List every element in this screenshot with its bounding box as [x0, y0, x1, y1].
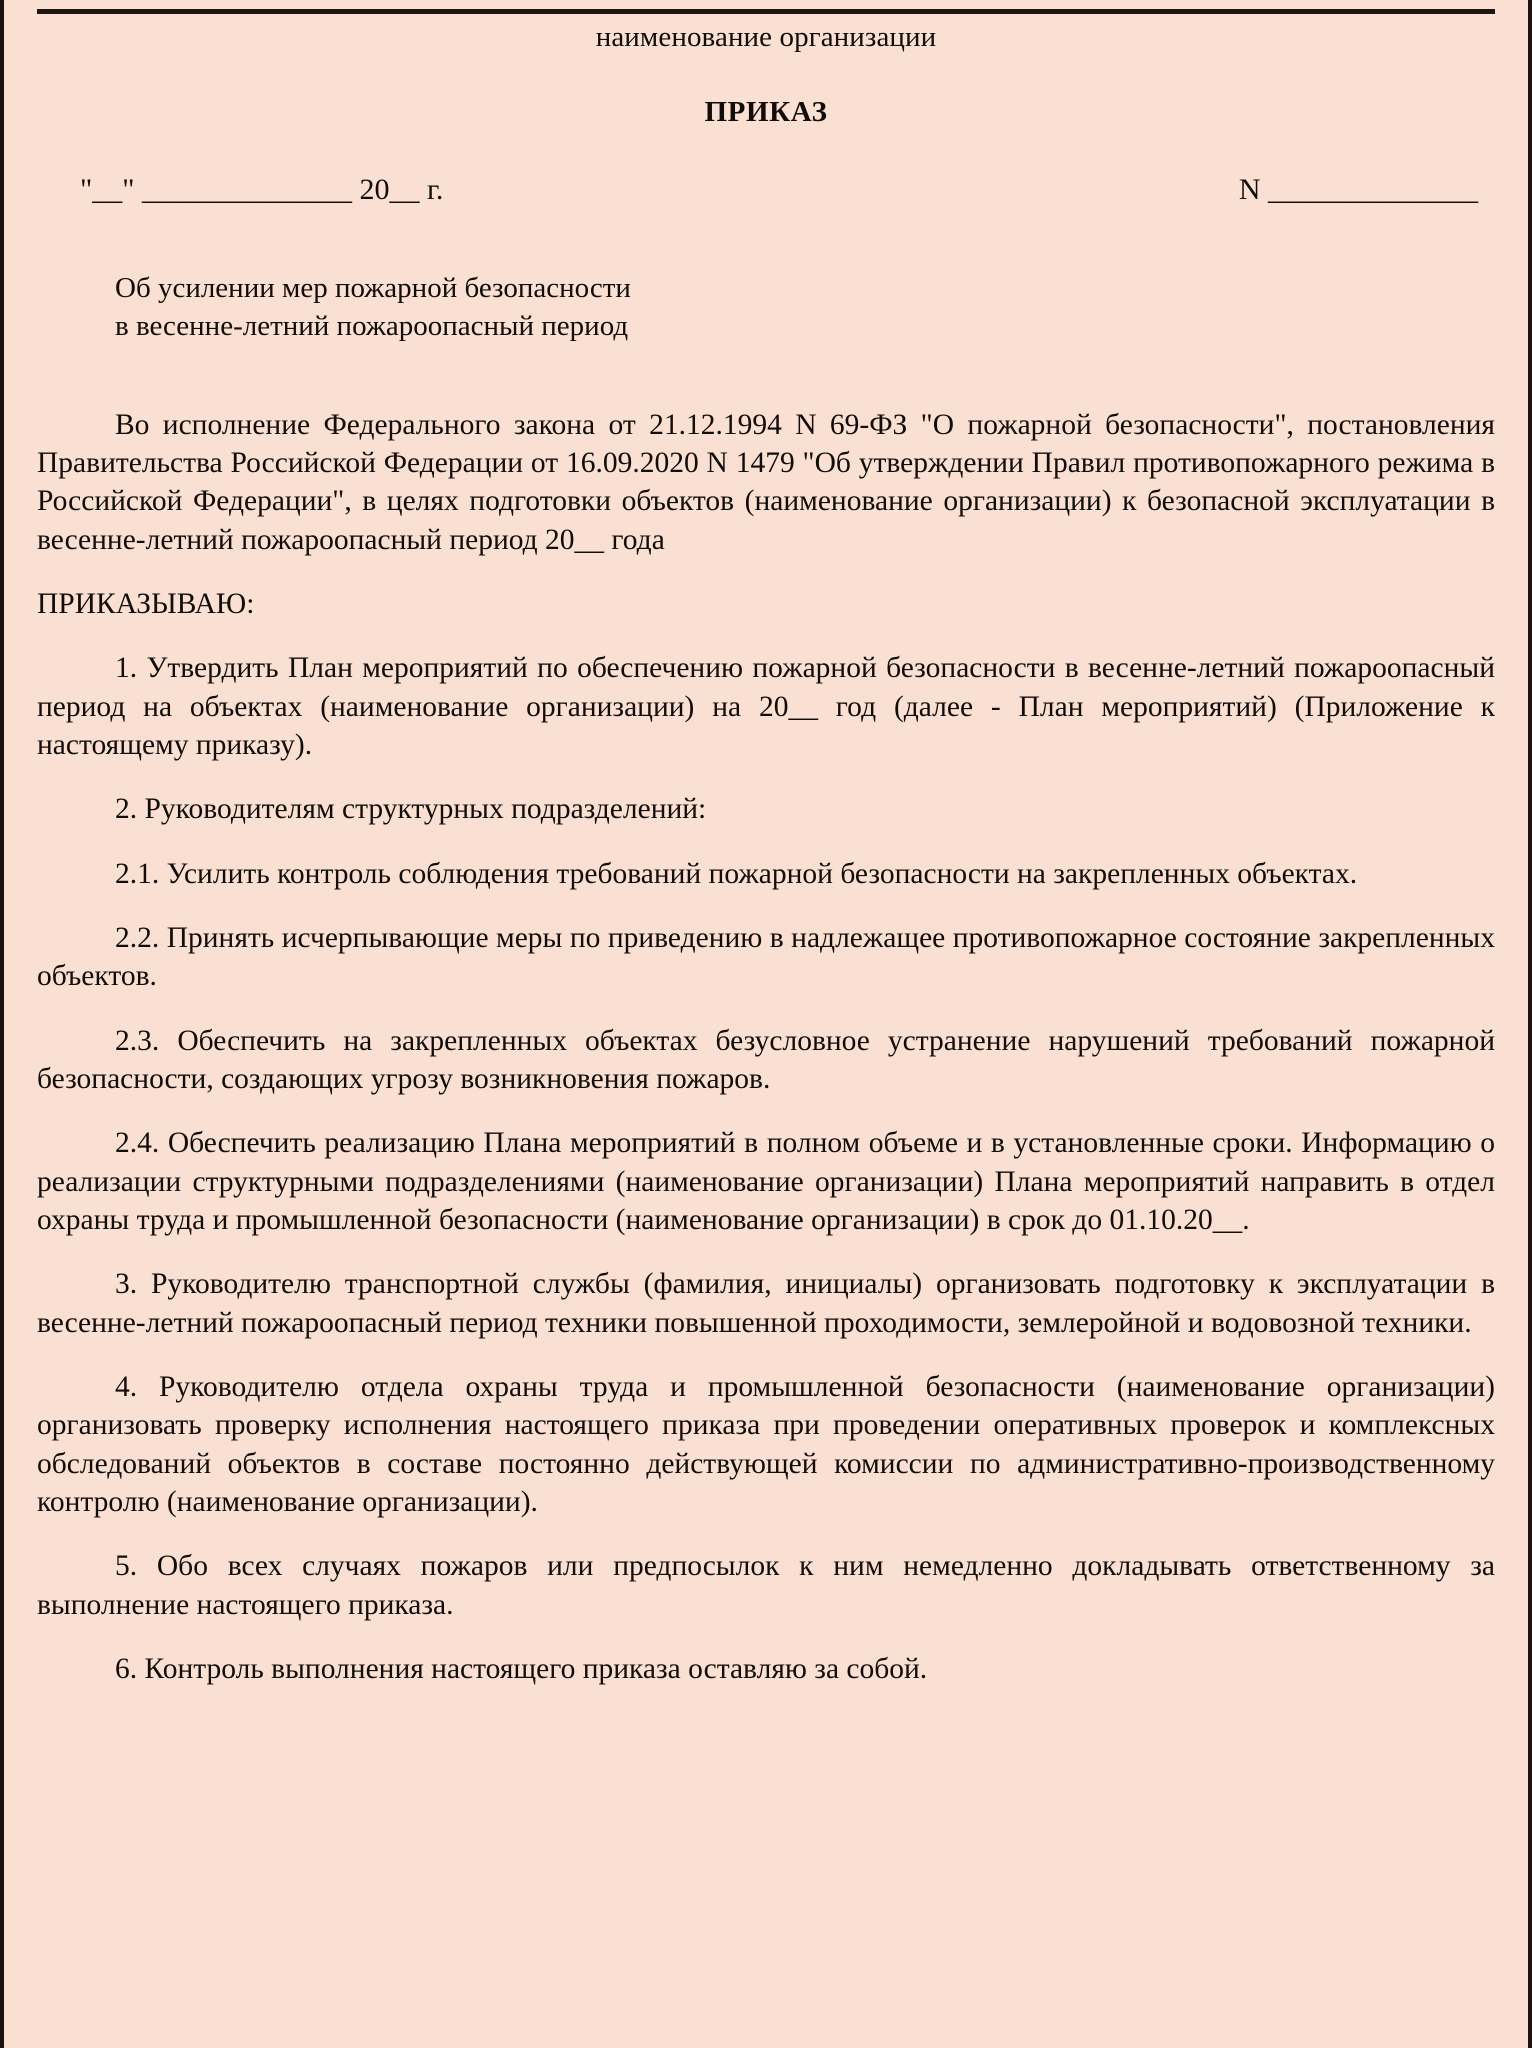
- order-keyword: ПРИКАЗЫВАЮ:: [37, 587, 255, 620]
- order-item-1: 1. Утвердить План мероприятий по обеспечению пожарной безопасности в весенне-летний пожароопасный период на объектах (наименование организации) на 20__ год (далее - План мероприятий) (Приложение к настоящему приказу).: [37, 652, 1495, 761]
- document-content: [37, 0, 1495, 1688]
- document-meta-row: [37, 173, 1495, 207]
- document-body: [37, 406, 1495, 1689]
- subject-line-1: Об усилении мер пожарной безопасности: [115, 272, 631, 304]
- order-item-6: 6. Контроль выполнения настоящего приказа оставляю за собой.: [115, 1653, 928, 1686]
- subject-line-2: в весенне-летний пожароопасный период: [115, 310, 629, 343]
- order-item-2-2: 2.2. Принять исчерпывающие меры по приведению в надлежащее противопожарное состояние закрепленных объектов.: [37, 921, 1495, 993]
- page-title: ПРИКАЗ: [704, 96, 828, 128]
- number-field: N ______________: [1238, 173, 1478, 206]
- order-item-4: 4. Руководителю отдела охраны труда и промышленной безопасности (наименование организации) организовать проверку исполнения настоящего приказа при проведении оперативных проверок и комплексных обследований объектов в составе постоянно действующей комиссии по административно-производственному контролю (наименование организации).: [37, 1371, 1495, 1519]
- order-item-2-3: 2.3. Обеспечить на закрепленных объектах безусловное устранение нарушений требований пожарной безопасности, создающих угрозу возникновения пожаров.: [37, 1024, 1495, 1095]
- order-item-2: 2. Руководителям структурных подразделений:: [115, 793, 707, 826]
- order-item-5: 5. Обо всех случаях пожаров или предпосылок к ним немедленно докладывать ответственному за выполнение настоящего приказа.: [37, 1550, 1495, 1621]
- subject-block: [115, 269, 1495, 346]
- organization-name: наименование организации: [595, 21, 937, 53]
- preamble-paragraph: Во исполнение Федерального закона от 21.12.1994 N 69-ФЗ "О пожарной безопасности", постановления Правительства Российской Федерации от 16.09.2020 N 1479 "Об утверждении Правил противопожарного режима в Российской Федерации", в целях подготовки объектов (наименование организации) к безопасной эксплуатации в весенне-летний пожароопасный период 20__ года: [37, 408, 1495, 556]
- order-item-2-4: 2.4. Обеспечить реализацию Плана мероприятий в полном объеме и в установленные сроки. Информацию о реализации структурными подразделениями (наименование организации) Плана мероприятий направить в отдел охраны труда и промышленной безопасности (наименование организации) в срок до 01.10.20__.: [37, 1127, 1495, 1237]
- date-field: "__" ______________ 20__ г.: [80, 173, 444, 206]
- order-item-2-1: 2.1. Усилить контроль соблюдения требований пожарной безопасности на закрепленных объектах.: [115, 857, 1358, 890]
- order-item-3: 3. Руководителю транспортной службы (фамилия, инициалы) организовать подготовку к эксплуатации в весенне-летний пожароопасный период техники повышенной проходимости, землеройной и водовозной техники.: [37, 1268, 1495, 1339]
